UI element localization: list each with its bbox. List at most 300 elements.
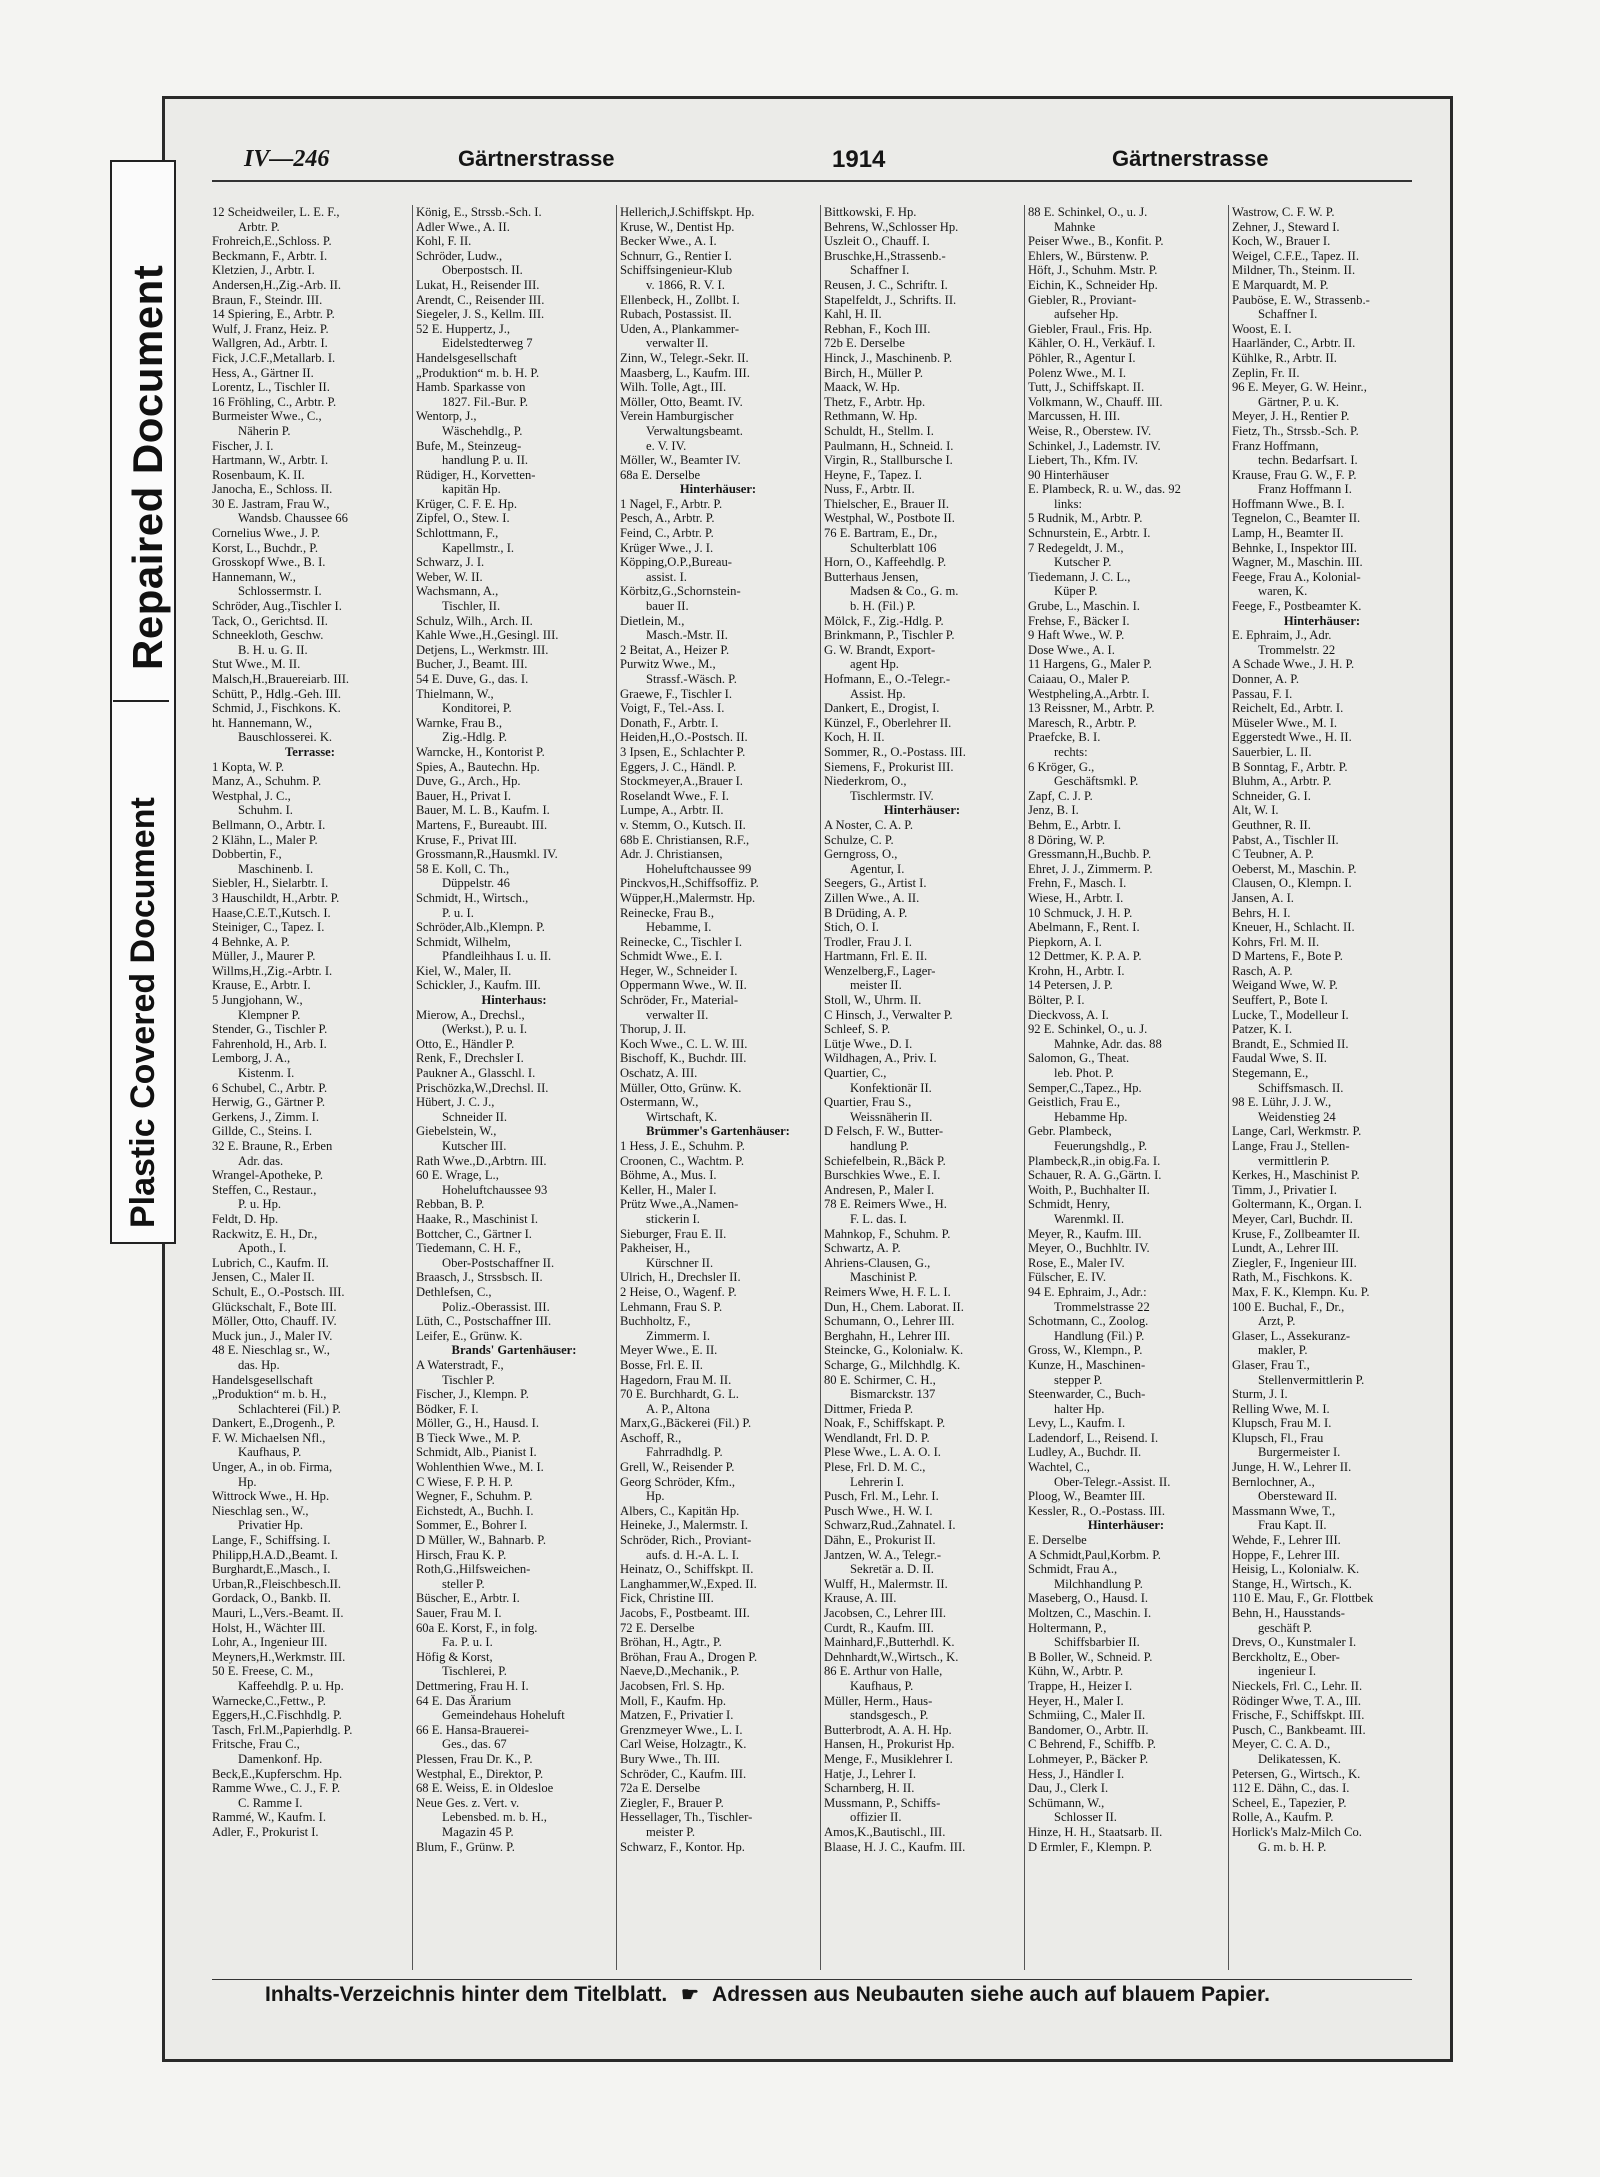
directory-entry-line: Nuss, F., Arbtr. II. <box>824 482 915 497</box>
directory-entry-line: „Produktion“ m. b. H. P. <box>416 365 540 380</box>
directory-entry-line: 72 E. Derselbe <box>620 1620 695 1635</box>
directory-entry-line: das. Hp. <box>238 1357 280 1372</box>
directory-entry-line: 2 Beitat, A., Heizer P. <box>620 642 730 657</box>
directory-entry-line: Schiffsmasch. II. <box>1258 1080 1344 1095</box>
directory-entry-line: Dieckvoss, A. I. <box>1028 1007 1109 1022</box>
directory-entry-line: Gressmann,H.,Buchb. P. <box>1028 847 1152 862</box>
directory-entry-line: handlung P. u. II. <box>442 453 529 468</box>
directory-entry-line: Hebamme, I. <box>646 920 712 935</box>
directory-entry-line: 12 Scheidweiler, L. E. F., <box>212 205 340 219</box>
directory-entry-line: Uden, A., Plankammer- <box>620 321 740 336</box>
directory-entry-line: Tiedemann, C. H. F., <box>416 1241 521 1256</box>
directory-entry-line: Sauerbier, L. II. <box>1232 744 1312 759</box>
directory-entry-line: Tiedemann, J. C. L., <box>1028 569 1131 584</box>
directory-entry-line: Thielscher, E., Brauer II. <box>824 496 950 511</box>
directory-entry-line: Quartier, C., <box>824 1066 887 1081</box>
directory-entry-line: Gerkens, J., Zimm. I. <box>212 1109 320 1124</box>
directory-entry-line: bauer II. <box>646 599 689 614</box>
column-rule <box>820 205 821 1970</box>
directory-entry-line: Goltermann, K., Organ. I. <box>1232 1197 1362 1212</box>
directory-entry-line: 54 E. Duve, G., das. I. <box>416 672 529 686</box>
directory-entry-line: Giebler, Fraul., Fris. Hp. <box>1028 321 1153 336</box>
directory-entry-line: Kneuer, H., Schlacht. II. <box>1232 920 1355 935</box>
directory-entry-line: Ulrich, H., Drechsler II. <box>620 1270 741 1285</box>
directory-entry-line: geschäft P. <box>1258 1620 1312 1635</box>
directory-entry-line: Oberpostsch. II. <box>442 263 523 278</box>
directory-entry-line: Masch.-Mstr. II. <box>646 628 728 643</box>
directory-entry-line: Gordack, O., Bankb. II. <box>212 1591 331 1606</box>
directory-entry-line: Spies, A., Bautechn. Hp. <box>416 759 540 774</box>
directory-entry-line: Magazin 45 P. <box>442 1824 514 1839</box>
directory-entry-line: Bruschke,H.,Strassenb.- <box>824 248 946 263</box>
year-heading: 1914 <box>832 146 886 173</box>
directory-entry-line: Grell, W., Reisender P. <box>620 1460 735 1475</box>
directory-entry-line: Birch, H., Müller P. <box>824 365 923 380</box>
directory-entry-line: Hess, A., Gärtner II. <box>212 365 314 380</box>
directory-entry-line: Näherin P. <box>238 423 291 438</box>
directory-entry-line: Assist. Hp. <box>850 686 906 701</box>
directory-entry-line: 92 E. Schinkel, O., u. J. <box>1028 1022 1148 1037</box>
directory-entry-line: Maschinenb. I. <box>238 861 314 876</box>
directory-entry-line: Zehner, J., Steward I. <box>1232 219 1340 234</box>
directory-entry-line: 1 Kopta, W. P. <box>212 759 285 774</box>
directory-entry-line: Philipp,H.A.D.,Beamt. I. <box>212 1547 338 1562</box>
directory-entry-line: Max, F. K., Klempn. Ku. P. <box>1232 1284 1370 1299</box>
directory-entry-line: Fahrenhold, H., Arb. I. <box>212 1036 327 1051</box>
directory-entry-line: Maasberg, L., Kaufm. III. <box>620 365 750 380</box>
directory-entry-line: Wiese, H., Arbtr. I. <box>1028 890 1124 905</box>
page-number: IV—246 <box>244 146 330 172</box>
directory-entry-line: 68 E. Weiss, E. in Oldesloe <box>416 1781 554 1796</box>
directory-entry-line: Petersen, G., Wirtsch., K. <box>1232 1766 1361 1781</box>
directory-entry-line: Steiniger, C., Tapez. I. <box>212 920 325 935</box>
directory-entry-line: Donath, F., Arbtr. I. <box>620 715 719 730</box>
directory-entry-line: Behn, H., Hausstands- <box>1232 1606 1345 1620</box>
directory-entry-line: Tutt, J., Schiffskapt. II. <box>1028 380 1145 395</box>
directory-entry-line: Pusch, Frl. M., Lehr. I. <box>824 1489 939 1504</box>
directory-entry-line: Müseler Wwe., M. I. <box>1232 715 1338 730</box>
directory-entry-line: Curdt, R., Kaufm. III. <box>824 1620 934 1635</box>
directory-entry-line: Paulmann, H., Schneid. I. <box>824 438 954 453</box>
directory-entry-line: Franz Hoffmann, <box>1232 438 1319 453</box>
directory-entry-line: Hinze, H. H., Staatsarb. II. <box>1028 1824 1163 1839</box>
directory-entry-line: Milchhandlung P. <box>1054 1576 1143 1591</box>
directory-entry-line: Reusen, J. C., Schriftr. I. <box>824 277 948 292</box>
directory-entry-line: Trappe, H., Heizer I. <box>1028 1678 1133 1693</box>
directory-entry-line: Sieburger, Frau E. II. <box>620 1226 727 1241</box>
directory-entry-line: Maack, W. Hp. <box>824 380 900 395</box>
directory-entry-line: assist. I. <box>646 569 687 584</box>
directory-entry-line: Schaffner I. <box>1258 307 1318 322</box>
directory-entry-line: Dettmering, Frau H. I. <box>416 1678 529 1693</box>
directory-entry-line: Schuldt, H., Stellm. I. <box>824 423 934 438</box>
directory-entry-line: Horn, O., Kaffeehdlg. P. <box>824 555 947 570</box>
directory-entry-line: Plese, Frl. D. M. C., <box>824 1460 926 1475</box>
directory-entry-line: Hebamme Hp. <box>1054 1109 1128 1124</box>
directory-entry-line: Schmidt, Wilhelm, <box>416 934 511 949</box>
directory-entry-line: Albers, C., Kapitän Hp. <box>620 1503 740 1518</box>
directory-entry-line: Polenz Wwe., M. I. <box>1028 365 1127 380</box>
directory-entry-line: Stellenvermittlerin P. <box>1258 1372 1365 1387</box>
directory-entry-line: Hirsch, Frau K. P. <box>416 1547 507 1562</box>
directory-entry-line: Keller, H., Maler I. <box>620 1182 717 1197</box>
directory-entry-line: Düppelstr. 46 <box>442 876 510 891</box>
directory-entry-line: Schütt, P., Hdlg.-Geh. III. <box>212 686 342 701</box>
directory-entry-line: Woost, E. I. <box>1232 321 1292 336</box>
directory-entry-line: Klupsch, Frau M. I. <box>1232 1416 1332 1431</box>
directory-entry-line: 10 Schmuck, J. H. P. <box>1028 905 1133 920</box>
directory-entry-line: Westphal, J. C., <box>212 788 291 803</box>
directory-entry-line: Pabst, A., Tischler II. <box>1232 832 1339 847</box>
directory-entry-line: Schiffsbarbier II. <box>1054 1635 1140 1650</box>
directory-entry-line: Poliz.-Oberassist. III. <box>442 1299 550 1314</box>
directory-entry-line: 66 E. Hansa-Brauerei- <box>416 1722 529 1737</box>
directory-entry-line: G. m. b. H. P. <box>1258 1839 1327 1854</box>
directory-entry-line: Heger, W., Schneider I. <box>620 963 738 978</box>
directory-entry-line: Dankert, E., Drogist, I. <box>824 701 940 716</box>
directory-entry-line: Schaffner I. <box>850 263 910 278</box>
directory-entry-line: Dose Wwe., A. I. <box>1028 642 1115 657</box>
directory-entry-line: 78 E. Reimers Wwe., H. <box>824 1197 947 1212</box>
directory-entry-line: Dethlefsen, C., <box>416 1284 492 1299</box>
directory-entry-line: Hinterhäuser: <box>883 803 961 818</box>
directory-entry-line: Bischoff, K., Buchdr. III. <box>620 1051 747 1066</box>
directory-entry-line: Grossmann,R.,Hausmkl. IV. <box>416 847 558 862</box>
directory-entry-line: Tischlermstr. IV. <box>850 788 934 803</box>
directory-entry-line: Dankert, E.,Drogenh., P. <box>212 1416 336 1431</box>
directory-entry-line: C Hinsch, J., Verwalter P. <box>824 1007 953 1022</box>
directory-entry-line: Oeberst, M., Maschin. P. <box>1232 861 1357 876</box>
directory-entry-line: 68a E. Derselbe <box>620 467 701 482</box>
directory-entry-line: v. 1866, R. V. I. <box>646 277 725 292</box>
directory-entry-line: Braun, F., Steindr. III. <box>212 292 323 307</box>
directory-entry-line: Bölter, P. I. <box>1028 993 1085 1008</box>
directory-entry-line: Trodler, Frau J. I. <box>824 934 912 949</box>
directory-entry-line: Urban,R.,Fleischbesch.II. <box>212 1576 342 1591</box>
directory-entry-line: Siebler, H., Sielarbtr. I. <box>212 876 329 891</box>
directory-entry-line: Stich, O. I. <box>824 920 879 935</box>
directory-entry-line: Feuerungshdlg., P. <box>1054 1139 1148 1153</box>
label-divider <box>113 700 169 702</box>
directory-entry-line: Hinterhäuser: <box>1087 1518 1165 1533</box>
directory-entry-line: Weigel, C.F.E., Tapez. II. <box>1232 248 1359 263</box>
directory-entry-line: Krüger, C. F. E. Hp. <box>416 496 517 511</box>
directory-entry-line: 94 E. Ephraim, J., Adr.: <box>1028 1284 1147 1299</box>
directory-entry-line: Schuhm. I. <box>238 803 293 818</box>
directory-entry-line: 5 Jungjohann, W., <box>212 993 303 1008</box>
directory-entry-line: stickerin I. <box>646 1211 700 1226</box>
footer-rule <box>212 1979 1412 1980</box>
directory-entry-line: Relling Wwe, M. I. <box>1232 1401 1330 1416</box>
directory-entry-line: Bellmann, O., Arbtr. I. <box>212 817 326 832</box>
directory-entry-line: Krause, E., Arbtr. I. <box>212 978 311 993</box>
directory-entry-line: Grenzmeyer Wwe., L. I. <box>620 1722 743 1737</box>
directory-entry-line: Aschoff, R., <box>620 1430 682 1445</box>
directory-entry-line: Bittkowski, F. Hp. <box>824 205 917 219</box>
directory-entry-line: Hartmann, W., Arbtr. I. <box>212 453 329 468</box>
directory-entry-line: Schneider II. <box>442 1109 508 1124</box>
directory-entry-line: Schröder, C., Kaufm. III. <box>620 1766 747 1781</box>
directory-entry-line: Abelmann, F., Rent. I. <box>1028 920 1140 935</box>
directory-entry-line: Fick, J.C.F.,Metallarb. I. <box>212 350 336 365</box>
directory-entry-line: Delikatessen, K. <box>1258 1751 1341 1766</box>
directory-entry-line: Krause, A. III. <box>824 1591 897 1606</box>
directory-entry-line: Pakheiser, H., <box>620 1241 691 1256</box>
directory-entry-line: Siemens, F., Prokurist III. <box>824 759 954 774</box>
directory-entry-line: F. W. Michaelsen Nfl., <box>212 1430 326 1445</box>
pointing-hand-icon: ☛ <box>681 1984 699 2006</box>
directory-entry-line: Purwitz Wwe., M., <box>620 657 716 672</box>
directory-entry-line: Jacobsen, C., Lehrer III. <box>824 1606 947 1620</box>
directory-entry-line: Sturm, J. I. <box>1232 1387 1288 1402</box>
directory-entry-line: Herwig, G., Gärtner P. <box>212 1095 325 1110</box>
directory-entry-line: Piepkorn, A. I. <box>1028 934 1102 949</box>
directory-entry-line: Grosskopf Wwe., B. I. <box>212 555 326 570</box>
directory-entry-line: Schickler, J., Kaufm. III. <box>416 978 541 993</box>
directory-entry-line: 11 Hargens, G., Maler P. <box>1028 657 1152 672</box>
directory-entry-line: F. L. das. I. <box>850 1211 907 1226</box>
directory-entry-line: Wilh. Tolle, Agt., III. <box>620 380 727 395</box>
directory-entry-line: Bernlochner, A., <box>1232 1474 1315 1489</box>
directory-entry-line: Schmiing, C., Maler II. <box>1028 1708 1146 1723</box>
directory-entry-line: König, E., Strssb.-Sch. I. <box>416 205 542 219</box>
directory-entry-line: Lemborg, J. A., <box>212 1051 291 1066</box>
directory-entry-line: Arendt, C., Reisender III. <box>416 292 545 307</box>
directory-entry-line: Frohreich,E.,Schloss. P. <box>212 234 332 249</box>
directory-entry-line: Wulff, H., Malermstr. II. <box>824 1576 948 1591</box>
directory-entry-line: Faudal Wwe, S. II. <box>1232 1051 1327 1066</box>
directory-entry-line: Rethmann, W. Hp. <box>824 409 918 424</box>
directory-entry-line: Wohlenthien Wwe., M. I. <box>416 1460 544 1475</box>
directory-entry-line: Geschäftsmkl. P. <box>1054 774 1139 789</box>
directory-entry-line: Schümann, W., <box>1028 1795 1105 1810</box>
directory-entry-line: Martens, F., Bureaubt. III. <box>416 817 548 832</box>
directory-entry-line: verwalter II. <box>646 336 709 351</box>
directory-entry-line: Ostermann, W., <box>620 1095 699 1110</box>
column-rule <box>1024 205 1025 1970</box>
directory-entry-line: Gerngross, O., <box>824 847 898 862</box>
directory-entry-line: Gärtner, P. u. K. <box>1258 394 1339 409</box>
directory-entry-line: Schult, E., O.-Postsch. III. <box>212 1284 345 1299</box>
directory-entry-line: Scharge, G., Milchhdlg. K. <box>824 1357 961 1372</box>
directory-entry-line: Muck jun., J., Maler IV. <box>212 1328 333 1343</box>
directory-entry-line: Blum, F., Grünw. P. <box>416 1839 515 1854</box>
directory-entry-line: 110 E. Mau, F., Gr. Flottbek <box>1232 1591 1374 1606</box>
directory-entry-line: Zeplin, Fr. II. <box>1232 365 1300 380</box>
directory-entry-line: Reimers Wwe, H. F. L. I. <box>824 1284 951 1299</box>
directory-entry-line: Schneekloth, Geschw. <box>212 628 324 643</box>
directory-entry-line: Höft, J., Schuhm. Mstr. P. <box>1028 263 1158 278</box>
directory-entry-line: Butterbrodt, A. A. H. Hp. <box>824 1722 952 1737</box>
directory-entry-line: Stut Wwe., M. II. <box>212 657 301 672</box>
directory-entry-line: Rammé, W., Kaufm. I. <box>212 1810 327 1825</box>
directory-entry-line: Andersen,H.,Zig.-Arb. II. <box>212 277 342 292</box>
directory-entry-line: 5 Rudnik, M., Arbtr. P. <box>1028 511 1143 526</box>
directory-entry-line: Ellenbeck, H., Zollbt. I. <box>620 292 740 307</box>
directory-entry-line: Schnurr, G., Rentier I. <box>620 248 732 263</box>
directory-entry-line: Kapellmstr., I. <box>442 540 515 555</box>
directory-entry-line: Reichelt, Ed., Arbtr. I. <box>1232 701 1344 716</box>
directory-entry-line: Behnke, I., Inspektor III. <box>1232 540 1357 555</box>
street-heading-left: Gärtnerstrasse <box>458 146 615 171</box>
directory-entry-line: Janocha, E., Schloss. II. <box>212 482 333 497</box>
directory-entry-line: Wrangel-Apotheke, P. <box>212 1168 324 1183</box>
directory-entry-line: Clausen, O., Klempn. I. <box>1232 876 1352 891</box>
directory-entry-line: Volkmann, W., Chauff. III. <box>1028 394 1163 409</box>
directory-entry-line: Bosse, Frl. E. II. <box>620 1357 703 1372</box>
directory-entry-line: Gillde, C., Steins. I. <box>212 1124 313 1139</box>
directory-entry-line: Hoppe, F., Lehrer III. <box>1232 1547 1340 1562</box>
directory-entry-line: Heineke, J., Malermstr. I. <box>620 1518 749 1533</box>
directory-entry-line: Müller, Otto, Grünw. K. <box>620 1080 742 1095</box>
directory-entry-line: Schlosser II. <box>1054 1810 1117 1825</box>
column-rule <box>1228 205 1229 1970</box>
directory-entry-line: 7 Redegeldt, J. M., <box>1028 540 1124 555</box>
directory-entry-line: Horlick's Malz-Milch Co. <box>1232 1824 1362 1839</box>
directory-entry-line: Beck,E.,Kupferschm. Hp. <box>212 1766 343 1781</box>
directory-entry-line: waren, K. <box>1258 584 1308 599</box>
directory-entry-line: Sekretär a. D. II. <box>850 1562 934 1577</box>
directory-entry-line: Reinecke, Frau B., <box>620 905 715 920</box>
directory-entry-line: Hinterhäuser: <box>1283 613 1361 628</box>
header-rule <box>212 180 1412 182</box>
directory-entry-line: Pinckvos,H.,Schiffsoffiz. P. <box>620 876 759 891</box>
directory-entry-line: Lütje Wwe., D. I. <box>824 1036 913 1051</box>
directory-entry-line: 88 E. Schinkel, O., u. J. <box>1028 205 1148 219</box>
directory-entry-line: Malsch,H.,Brauereiarb. III. <box>212 672 350 686</box>
directory-entry-line: G. W. Brandt, Export- <box>824 642 936 657</box>
directory-entry-line: ht. Hannemann, W., <box>212 715 313 730</box>
directory-entry-line: Giebler, R., Proviant- <box>1028 292 1137 307</box>
directory-entry-line: Rose, E., Maler IV. <box>1028 1255 1125 1270</box>
directory-entry-line: Schmid, J., Fischkons. K. <box>212 701 341 716</box>
directory-entry-line: Rosenbaum, K. II. <box>212 467 305 482</box>
directory-entry-line: Wallgren, Ad., Arbtr. I. <box>212 336 328 351</box>
directory-entry-line: Moll, F., Kaufm. Hp. <box>620 1693 727 1708</box>
directory-entry-line: Reinecke, C., Tischler I. <box>620 934 743 949</box>
directory-entry-line: Westpheling,A.,Arbtr. I. <box>1028 686 1150 701</box>
directory-entry-line: Mildner, Th., Steinm. II. <box>1232 263 1356 278</box>
directory-entry-line: Hess, J., Händler I. <box>1028 1766 1125 1781</box>
directory-entry-line: Nieckels, Frl. C., Lehr. II. <box>1232 1678 1363 1693</box>
directory-entry-line: Passau, F. I. <box>1232 686 1293 701</box>
directory-entry-line: 1 Nagel, F., Arbtr. P. <box>620 496 723 511</box>
directory-entry-line: Schröder, Ludw., <box>416 248 503 263</box>
directory-entry-line: Schumann, O., Lehrer III. <box>824 1314 955 1329</box>
directory-entry-line: Hinck, J., Maschinenb. P. <box>824 350 953 365</box>
directory-entry-line: Glückschalt, F., Bote III. <box>212 1299 337 1314</box>
directory-entry-line: Kaffeehdlg. P. u. Hp. <box>238 1678 344 1693</box>
directory-entry-line: Ramme Wwe., C. J., F. P. <box>212 1781 341 1796</box>
directory-entry-line: Meyer, Carl, Buchdr. II. <box>1232 1211 1353 1226</box>
directory-entry-line: Schmidt, Henry, <box>1028 1197 1111 1212</box>
directory-entry-line: Bufe, M., Steinzeug- <box>416 438 522 453</box>
directory-column-5 <box>1028 205 1224 1975</box>
directory-entry-line: Graewe, F., Tischler I. <box>620 686 732 701</box>
directory-entry-line: Eggers,H.,C.Fischhdlg. P. <box>212 1708 342 1723</box>
directory-entry-line: Schnurstein, E., Arbtr. I. <box>1028 526 1151 541</box>
directory-entry-line: Lohmeyer, P., Bäcker P. <box>1028 1751 1149 1766</box>
directory-entry-line: Fischer, J. I. <box>212 438 274 453</box>
directory-entry-line: Fischer, J., Klempn. P. <box>416 1387 529 1402</box>
directory-entry-line: Handlung (Fil.) P. <box>1054 1328 1145 1343</box>
directory-entry-line: Wendlandt, Frl. D. P. <box>824 1430 930 1445</box>
directory-entry-line: Braasch, J., Strssbsch. II. <box>416 1270 543 1285</box>
directory-entry-line: Brümmer's Gartenhäuser: <box>646 1124 790 1139</box>
directory-entry-line: Sommer, R., O.-Postass. III. <box>824 744 966 759</box>
directory-entry-line: Rebban, B. P. <box>416 1197 485 1212</box>
directory-entry-line: B Sonntag, F., Arbtr. P. <box>1232 759 1348 774</box>
directory-entry-line: Mierow, A., Drechsl., <box>416 1007 525 1022</box>
directory-entry-line: Schwartz, A. P. <box>824 1241 901 1256</box>
directory-entry-line: Timm, J., Privatier I. <box>1232 1182 1337 1197</box>
directory-entry-line: Meyer Wwe., E. II. <box>620 1343 718 1358</box>
directory-entry-line: Haake, R., Maschinist I. <box>416 1211 539 1226</box>
directory-entry-line: Weidenstieg 24 <box>1258 1109 1336 1124</box>
directory-entry-line: makler, P. <box>1258 1343 1308 1358</box>
directory-entry-line: Terrasse: <box>285 744 335 759</box>
directory-entry-line: 13 Reissner, M., Arbtr. P. <box>1028 701 1155 716</box>
directory-entry-line: Pauböse, E. W., Strassenb.- <box>1232 292 1370 307</box>
directory-entry-line: Uszleit O., Chauff. I. <box>824 234 930 249</box>
directory-entry-line: e. V. IV. <box>646 438 687 453</box>
directory-entry-line: Niederkrom, O., <box>824 774 907 789</box>
directory-entry-line: Rath, M., Fischkons. K. <box>1232 1270 1353 1285</box>
directory-entry-line: Bauer, H., Privat I. <box>416 788 511 803</box>
directory-entry-line: Feege, F., Postbeamter K. <box>1232 599 1362 614</box>
directory-entry-line: Verein Hamburgischer <box>620 409 734 424</box>
footer-index-note: Inhalts-Verzeichnis hinter dem Titelblatt. <box>265 1983 668 2006</box>
directory-entry-line: D Ermler, F., Klempn. P. <box>1028 1839 1153 1854</box>
directory-entry-line: Dittmer, Frieda P. <box>824 1401 914 1416</box>
directory-entry-line: Jantzen, W. A., Telegr.- <box>824 1547 942 1562</box>
directory-entry-line: Küper P. <box>1054 584 1098 599</box>
directory-entry-line: Brandt, E., Schmied II. <box>1232 1036 1349 1051</box>
directory-entry-line: Frehn, F., Masch. I. <box>1028 876 1127 891</box>
directory-entry-line: Konditorei, P. <box>442 701 512 716</box>
directory-entry-line: Schwarz, F., Kontor. Hp. <box>620 1839 745 1854</box>
directory-entry-line: Kletzien, J., Arbtr. I. <box>212 263 315 278</box>
directory-entry-line: Schiefelbein, R.,Bäck P. <box>824 1153 946 1168</box>
directory-entry-line: Damenkonf. Hp. <box>238 1751 323 1766</box>
directory-entry-line: Burmeister Wwe., C., <box>212 409 322 424</box>
directory-entry-line: Seuffert, P., Bote I. <box>1232 993 1328 1008</box>
directory-entry-line: Möller, Otto, Chauff. IV. <box>212 1314 337 1329</box>
directory-entry-line: Gross, W., Klempn., P. <box>1028 1343 1143 1358</box>
directory-entry-line: D Felsch, F. W., Butter- <box>824 1124 944 1139</box>
directory-entry-line: Lange, F., Schiffsing. I. <box>212 1533 331 1548</box>
directory-entry-line: Schröder, Fr., Material- <box>620 993 739 1008</box>
directory-entry-line: Schwarz,Rud.,Zahnatel. I. <box>824 1518 956 1533</box>
directory-entry-line: Eggerstedt Wwe., H. II. <box>1232 730 1352 745</box>
directory-entry-line: Hansen, H., Prokurist Hp. <box>824 1737 955 1752</box>
directory-entry-line: Mölck, F., Zig.-Hdlg. P. <box>824 613 944 628</box>
directory-entry-line: Butterhaus Jensen, <box>824 569 919 584</box>
directory-entry-line: Tischler P. <box>442 1372 495 1387</box>
directory-entry-line: Dobbertin, F., <box>212 847 282 862</box>
directory-entry-line: Neue Ges. z. Vert. v. <box>416 1795 520 1810</box>
directory-entry-line: 3 Ipsen, E., Schlachter P. <box>620 744 746 759</box>
directory-entry-line: 32 E. Braune, R., Erben <box>212 1139 333 1153</box>
directory-entry-line: Menge, F., Musiklehrer I. <box>824 1751 953 1766</box>
plastic-covered-document-label: Plastic Covered Document <box>124 797 162 1228</box>
directory-entry-line: Brands' Gartenhäuser: <box>451 1343 577 1358</box>
directory-entry-line: Heisig, L., Kolonialw. K. <box>1232 1562 1360 1577</box>
directory-entry-line: Schröder,Alb.,Klempn. P. <box>416 920 545 935</box>
directory-entry-line: Ehret, J. J., Zimmerm. P. <box>1028 861 1153 876</box>
directory-entry-line: Schmidt Wwe., E. I. <box>620 949 723 964</box>
directory-entry-line: Quartier, Frau S., <box>824 1095 912 1110</box>
